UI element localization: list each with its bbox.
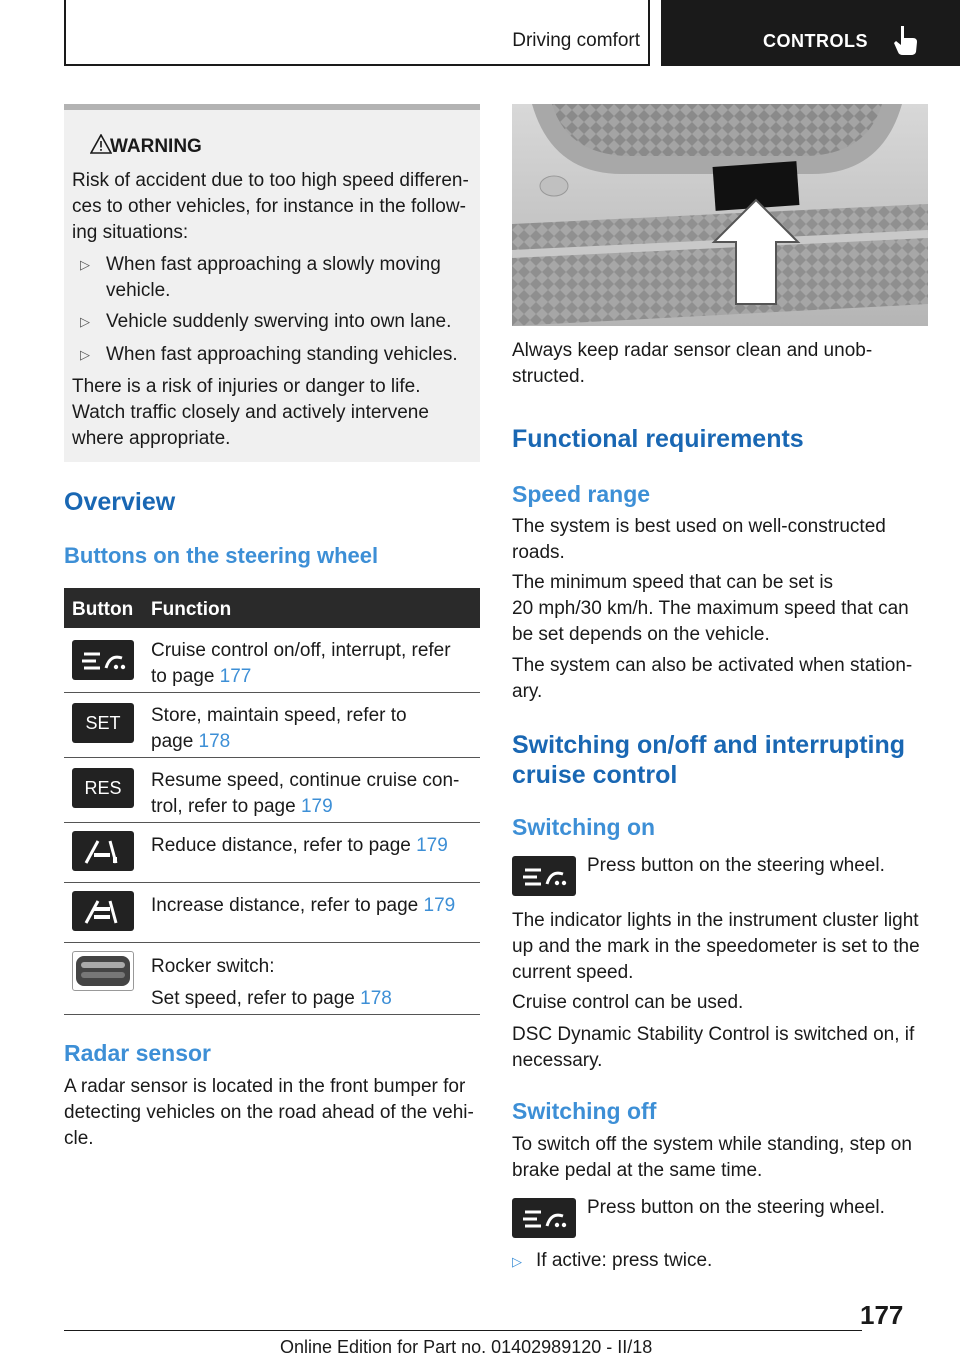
- increase-distance-icon: [72, 891, 134, 931]
- header-chapter-tab[interactable]: [661, 0, 960, 66]
- warning-list-item: ▷ When fast approaching a slowly moving vehicle.: [80, 254, 441, 301]
- overview-heading: Overview: [64, 488, 176, 516]
- header-left-rule: [64, 0, 66, 66]
- page-link[interactable]: 178: [360, 988, 392, 1009]
- functional-requirements-heading: Functional requirements: [512, 425, 804, 453]
- footer-edition: Online Edition for Part no. 01402989120 - II/18: [280, 1337, 653, 1357]
- switching-on-instruction: Press button on the steering wheel.: [587, 855, 885, 876]
- header-section-title: Driving comfort: [512, 30, 640, 51]
- switching-off-bullet: ▷ If active: press twice.: [512, 1250, 713, 1271]
- switching-off-instruction: Press button on the steering wheel.: [587, 1197, 885, 1218]
- triangle-bullet-icon: ▷: [80, 314, 90, 329]
- cruise-control-icon: [512, 856, 576, 896]
- switching-on-text-2: Cruise control can be used.: [512, 992, 744, 1013]
- triangle-bullet-icon: ▷: [80, 257, 90, 272]
- table-row: Increase distance, refer to page 179: [64, 883, 480, 943]
- warning-intro: Risk of accident due to too high speed differen- ces to other vehicles, for instance in the follow- ing situations:: [72, 170, 469, 243]
- table-row: SET Store, maintain speed, refer to page 178: [64, 693, 480, 758]
- speed-range-text-1: The system is best used on well-constructed roads.: [512, 516, 886, 563]
- rocker-switch-icon: [72, 951, 134, 991]
- switching-on-text-3: DSC Dynamic Stability Control is switched on, if necessary.: [512, 1024, 915, 1071]
- warning-title: WARNING: [110, 136, 202, 157]
- table-row: Cruise control on/off, interrupt, refer to page 177: [64, 628, 480, 693]
- page-link[interactable]: 179: [300, 796, 333, 817]
- header-bottom-rule: [64, 64, 649, 66]
- cruise-control-icon: [512, 1198, 576, 1238]
- buttons-table: [64, 588, 480, 1015]
- photo-caption: Always keep radar sensor clean and unob- structed.: [512, 340, 873, 387]
- speed-range-heading: Speed range: [512, 481, 651, 507]
- switching-heading: Switching on/off and interrupting cruise control: [512, 731, 906, 789]
- triangle-bullet-icon: ▷: [80, 347, 90, 362]
- radar-sensor-heading: Radar sensor: [64, 1040, 212, 1066]
- col-header-function: Function: [151, 599, 232, 620]
- switching-off-heading: Switching off: [512, 1098, 657, 1124]
- res-button-icon: RES: [72, 768, 134, 808]
- chapter-tab-label: CONTROLS: [763, 31, 868, 51]
- pointing-hand-icon: [891, 24, 919, 56]
- table-row: RES Resume speed, continue cruise con- trol, refer to page 179: [64, 758, 480, 823]
- warning-triangle-icon: [90, 134, 112, 154]
- warning-box: [64, 104, 480, 462]
- buttons-subheading: Buttons on the steering wheel: [64, 543, 379, 568]
- header-mid-rule: [648, 0, 650, 66]
- table-header: [64, 588, 480, 628]
- page-link[interactable]: 179: [416, 835, 448, 856]
- speed-range-text-3: The system can also be activated when station- ary.: [512, 655, 913, 702]
- page-link[interactable]: 178: [198, 731, 231, 752]
- cruise-control-icon: [72, 640, 134, 680]
- triangle-bullet-icon: ▷: [512, 1254, 522, 1269]
- switching-on-heading: Switching on: [512, 814, 656, 840]
- radar-sensor-photo: [512, 104, 928, 326]
- page-link[interactable]: 179: [423, 895, 456, 916]
- radar-sensor-text: A radar sensor is located in the front bumper for detecting vehicles on the road ahead of the vehi- cle.: [64, 1076, 474, 1149]
- page-number: 177: [860, 1300, 904, 1330]
- switching-off-text: To switch off the system while standing, step on brake pedal at the same time.: [512, 1134, 912, 1181]
- warning-list-item: ▷ Vehicle suddenly swerving into own lane.: [80, 309, 460, 335]
- footer-rule: [64, 1330, 862, 1331]
- table-row: Reduce distance, refer to page 179: [64, 823, 480, 883]
- reduce-distance-icon: [72, 831, 134, 871]
- switching-on-text-1: The indicator lights in the instrument cluster light up and the mark in the speedometer is set to the current speed.: [512, 910, 920, 983]
- set-button-icon: SET: [72, 703, 134, 743]
- page-link[interactable]: 177: [219, 666, 252, 687]
- warning-outro: There is a risk of injuries or danger to life. Watch traffic closely and actively intervene where appropriate.: [72, 376, 429, 449]
- warning-list-item: ▷ When fast approaching standing vehicles.: [80, 342, 460, 368]
- table-row: Rocker switch: Set speed, refer to page 178: [64, 943, 480, 1015]
- speed-range-text-2: The minimum speed that can be set is 20 mph/30 km/h. The maximum speed that can be set depends on the vehicle.: [512, 572, 909, 645]
- col-header-button: Button: [72, 599, 134, 620]
